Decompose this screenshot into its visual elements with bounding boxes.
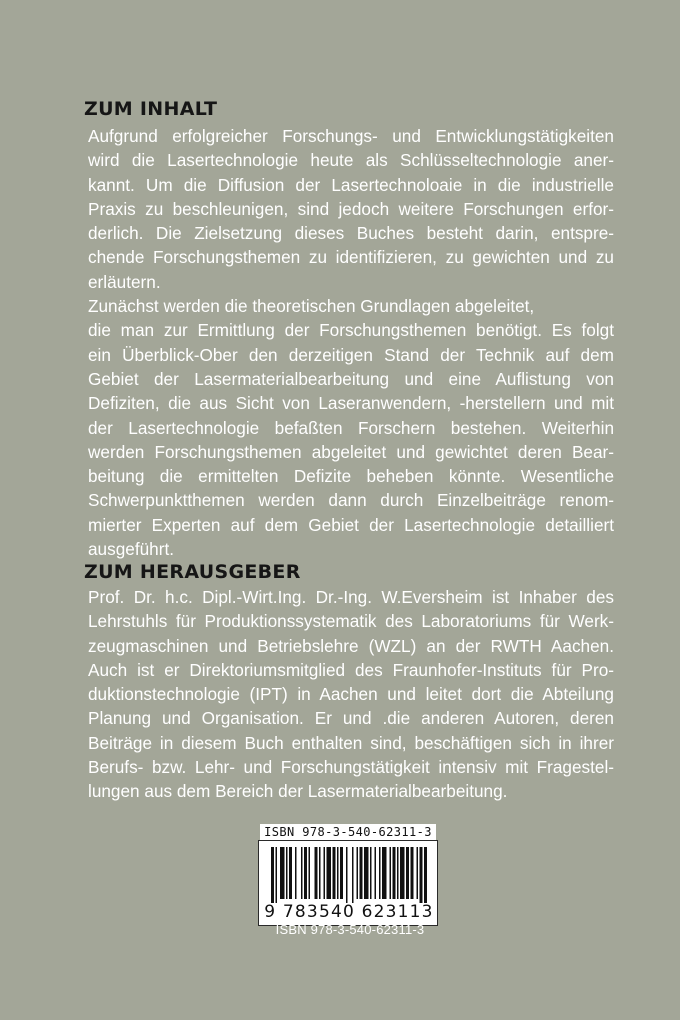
barcode-bar	[352, 847, 354, 903]
barcode-bar	[271, 847, 274, 903]
barcode-bars	[271, 847, 427, 903]
barcode-digits: 9 783540 623113	[264, 902, 434, 922]
text-line: zeugmaschinen und Betriebslehre (WZL) an der RWTH Aachen.	[88, 635, 614, 656]
barcode-bar	[324, 847, 326, 899]
text-line: Berufs- bzw. Lehr- und Forschungstätigkeit intensiv mit Fragestel-	[88, 757, 614, 778]
text-line: Beiträge in diesem Buch enthalten sind, beschäftigen sich in ihrer	[88, 732, 614, 753]
barcode-bar	[319, 847, 321, 899]
text-line: Prof. Dr. h.c. Dipl.-Wirt.Ing. Dr.-Ing. W.Eversheim ist Inhaber des	[88, 587, 614, 607]
barcode-bar	[411, 847, 414, 899]
text-line: Zunächst werden die theoretischen Grundlagen abgeleitet,	[88, 296, 535, 317]
barcode-bar	[295, 847, 297, 899]
text-line: Lehrstuhls für Produktionssystematik des Laboratoriums für Werk-	[88, 611, 614, 632]
text-line: Auch ist er Direktoriumsmitglied des Fraunhofer-Instituts für Pro-	[88, 659, 614, 680]
barcode-bar	[375, 847, 377, 899]
barcode-bar	[337, 847, 339, 899]
barcode-bar	[301, 847, 303, 899]
barcode-bar	[390, 847, 392, 899]
text-line: Aufgrund erfolgreicher Forschungs- und Entwicklungstätigkeiten	[88, 126, 614, 146]
text-line: derlich. Die Zielsetzung dieses Buches besteht darin, entspre-	[88, 223, 614, 244]
text-line: die man zur Ermittlung der Forschungsthemen benötigt. Es folgt	[88, 320, 614, 341]
barcode-bar	[417, 847, 419, 899]
content-description-paragraph	[88, 124, 614, 561]
barcode-bar	[315, 847, 318, 899]
barcode-bar	[379, 847, 381, 899]
barcode-bar	[280, 847, 285, 899]
text-line: Gebiet der Lasermaterialbearbeitung und eine Auflistung von	[88, 368, 614, 389]
text-line: mierter Experten auf dem Gebiet der Lasertechnologie detailliert	[88, 514, 614, 535]
barcode-bar	[370, 847, 372, 899]
text-line: werden Forschungsthemen abgeleitet und gewichtet deren Bear-	[88, 441, 614, 462]
barcode-bar	[309, 847, 311, 899]
barcode-bar	[420, 847, 423, 903]
barcode-bar	[340, 847, 343, 899]
barcode-bar	[289, 847, 292, 899]
text-line: ausgeführt.	[88, 539, 174, 560]
barcode-bar	[397, 847, 399, 899]
isbn-label-bottom: ISBN 978-3-540-62311-3	[275, 922, 425, 937]
text-line: chende Forschungsthemen zu identifizieren, zu gewichten und zu	[88, 247, 614, 268]
barcode-bar	[382, 847, 387, 899]
barcode-bar	[360, 847, 363, 899]
text-line: erläutern.	[88, 271, 161, 292]
editor-bio-paragraph	[88, 585, 614, 804]
barcode-bar	[393, 847, 396, 899]
text-line: lungen aus dem Bereich der Lasermaterialbearbeitung.	[88, 781, 508, 802]
text-line: kannt. Um die Diffusion der Lasertechnoloaie in die industrielle	[88, 174, 614, 195]
barcode-bar	[364, 847, 369, 899]
barcode-bar	[346, 847, 348, 903]
barcode	[258, 840, 438, 926]
text-line: Defiziten, die aus Sicht von Laseranwendern, -herstellern und mit	[88, 393, 614, 414]
text-line: Praxis zu beschleunigen, sind jedoch weitere Forschungen erfor-	[88, 198, 614, 219]
text-line: ein Überblick-Ober den derzeitigen Stand der Technik auf dem	[88, 344, 614, 365]
barcode-bar	[424, 847, 427, 903]
text-line: Schwerpunktthemen werden dann durch Einzelbeiträge renom-	[88, 490, 614, 511]
barcode-bar	[286, 847, 288, 899]
text-line: beitung die ermittelten Defizite beheben könnte. Wesentliche	[88, 466, 614, 487]
barcode-bar	[400, 847, 405, 899]
isbn-label-top: ISBN 978-3-540-62311-3	[260, 824, 436, 840]
section-heading-zum-herausgeber: ZUM HERAUSGEBER	[84, 561, 301, 583]
text-line: wird die Lasertechnologie heute als Schlüsseltechnologie aner-	[88, 150, 614, 171]
text-line: Planung und Organisation. Er und .die anderen Autoren, deren	[88, 708, 614, 729]
section-heading-zum-inhalt: ZUM INHALT	[84, 98, 218, 120]
barcode-bar	[357, 847, 359, 899]
barcode-bar	[406, 847, 409, 899]
barcode-bar	[276, 847, 278, 903]
text-line: der Lasertechnologie befaßten Forschern bestehen. Weiterhin	[88, 417, 614, 438]
barcode-bar	[333, 847, 336, 899]
text-line: duktionstechnologie (IPT) in Aachen und leitet dort die Abteilung	[88, 684, 614, 705]
barcode-bar	[327, 847, 332, 899]
barcode-bar	[304, 847, 307, 899]
